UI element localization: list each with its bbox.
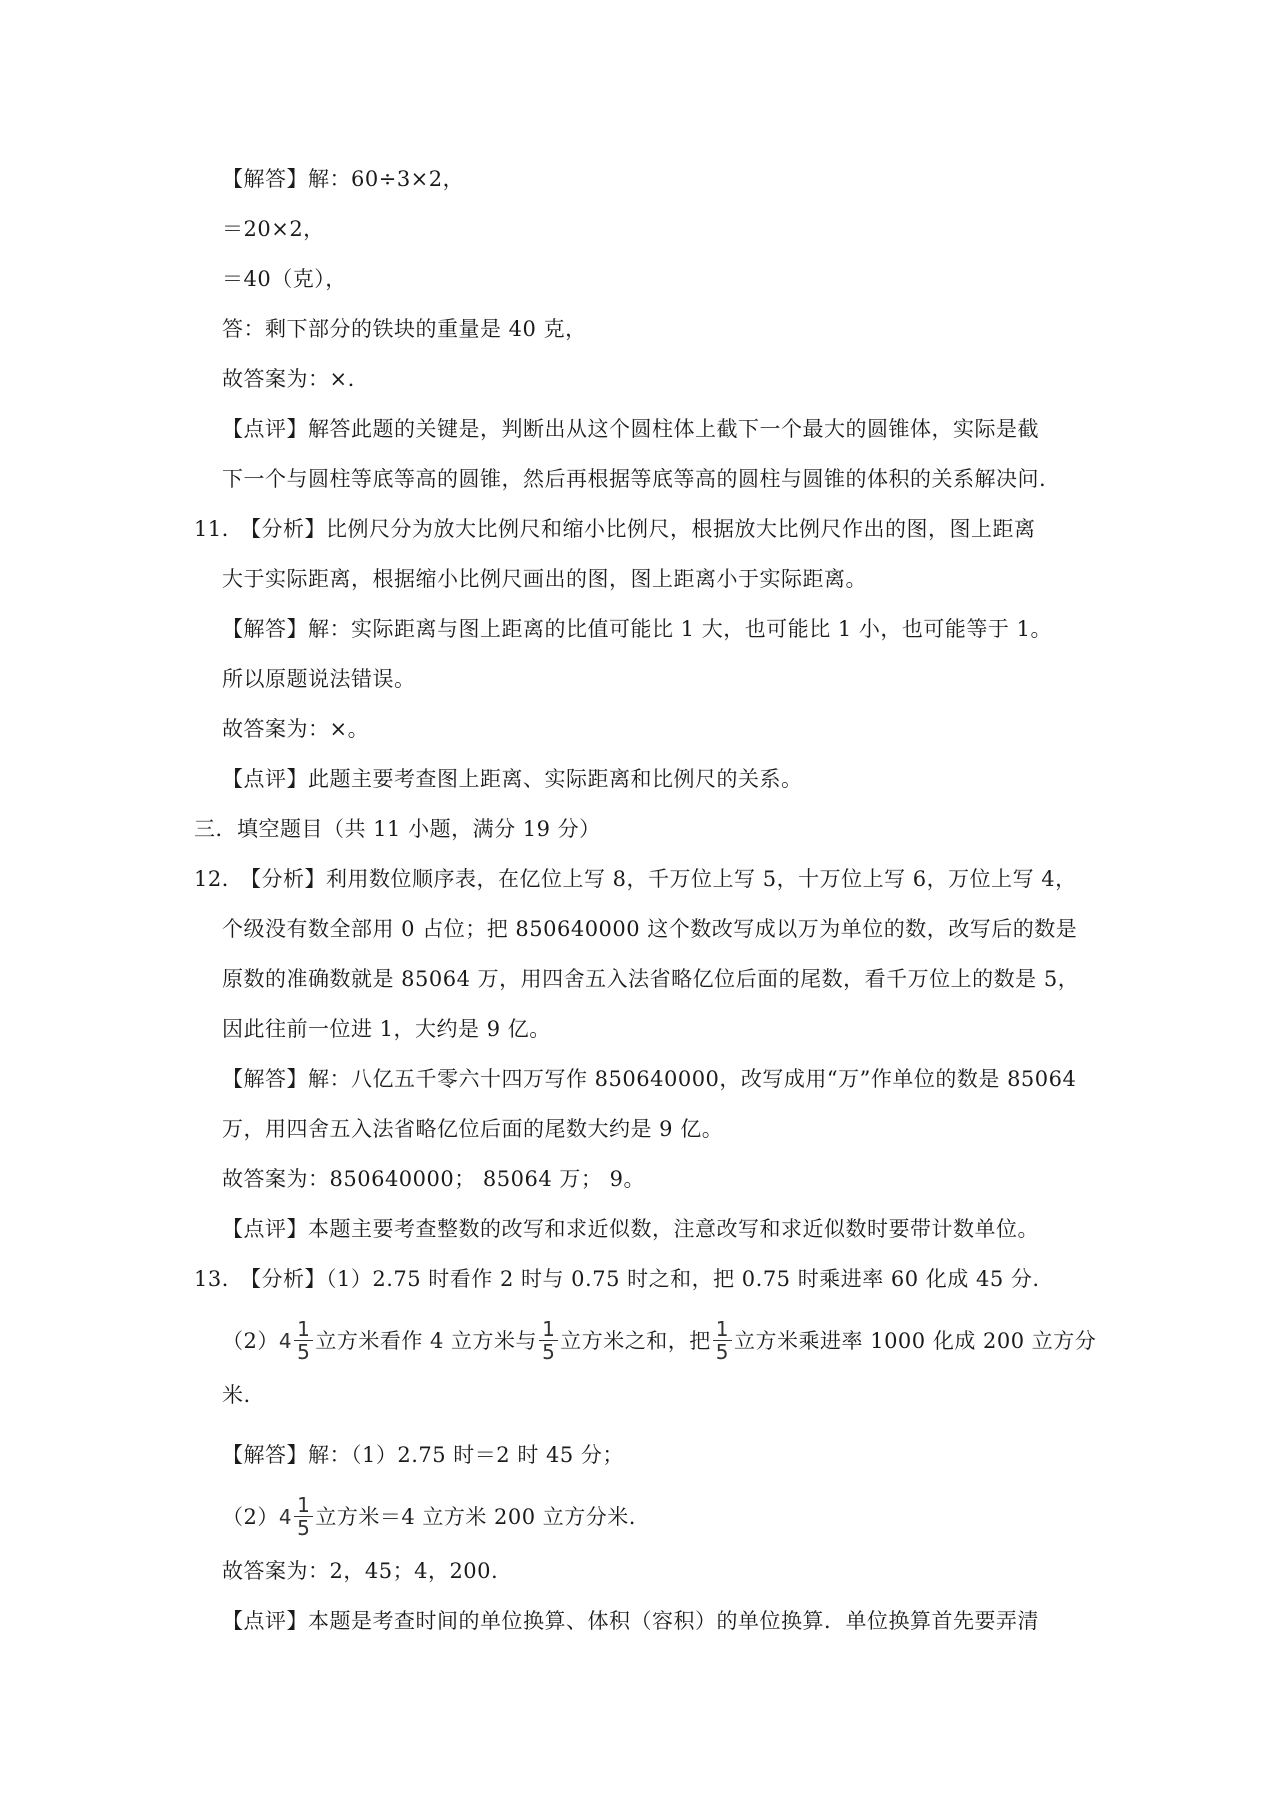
q11-final-answer: 故答案为：×。 [222,717,370,741]
q13-part2-prefix: （2） [222,1329,279,1353]
q13-analysis-line-2 [222,1317,1097,1365]
fraction-numerator: 1 [297,1493,311,1517]
q11-comment: 【点评】此题主要考查图上距离、实际距离和比例尺的关系。 [222,767,803,791]
fraction [713,1318,732,1363]
q13-analysis-line-3: 米. [222,1383,251,1407]
fraction-denominator: 5 [715,1340,730,1364]
q13-answer-line-1: 【解答】解：（1）2.75 时＝2 时 45 分； [222,1443,624,1467]
mixed-number-whole: 4 [278,1329,293,1353]
q12-analysis-line-2: 个级没有数全部用 0 占位；把 850640000 这个数改写成以万为单位的数，改写后的数是 [222,917,1078,941]
q13-number: 13． [194,1267,244,1291]
q12-number: 12． [194,867,244,891]
s10-comment-line-2: 下一个与圆柱等底等高的圆锥，然后再根据等底等高的圆柱与圆锥的体积的关系解决问. [222,467,1047,491]
s10-answer-line-4: 答：剩下部分的铁块的重量是 40 克， [222,317,587,341]
q12-analysis-line-4: 因此往前一位进 1，大约是 9 亿。 [222,1017,551,1041]
s10-comment-line-1: 【点评】解答此题的关键是，判断出从这个圆柱体上截下一个最大的圆锥体，实际是截 [222,417,1039,441]
q13-part2-text-3: 立方米乘进率 1000 化成 200 立方分 [734,1329,1097,1353]
mixed-number-whole: 4 [278,1505,293,1529]
q12-final-answer: 故答案为：850640000； 85064 万； 9。 [222,1167,645,1191]
fraction-denominator: 5 [297,1340,311,1364]
q13-part2-text-1: 立方米看作 4 立方米与 [315,1329,538,1353]
fraction-numerator: 1 [542,1317,556,1341]
q13-answer-prefix: （2） [222,1505,279,1529]
q13-part2-text-2: 立方米之和，把 [560,1329,711,1353]
fraction [539,1318,558,1363]
q13-answer-rest: 立方米＝4 立方米 200 立方分米. [315,1505,636,1529]
q12-comment: 【点评】本题主要考查整数的改写和求近似数，注意改写和求近似数时要带计数单位。 [222,1217,1039,1241]
q13-analysis-line-1: 【分析】（1）2.75 时看作 2 时与 0.75 时之和，把 0.75 时乘进率 60 化成 45 分. [240,1267,1040,1291]
q11-analysis-line-1: 【分析】比例尺分为放大比例尺和缩小比例尺，根据放大比例尺作出的图，图上距离 [240,517,1036,541]
s10-answer-line-1: 【解答】解：60÷3×2， [222,167,465,191]
q11-analysis-line-2: 大于实际距离，根据缩小比例尺画出的图，图上距离小于实际距离。 [222,567,867,591]
q13-comment: 【点评】本题是考查时间的单位换算、体积（容积）的单位换算．单位换算首先要弄清 [222,1609,1039,1633]
s10-answer-line-3: ＝40（克）， [222,267,347,291]
fraction [294,1318,313,1363]
s10-final-answer: 故答案为：×. [222,367,355,391]
q12-analysis-line-1: 【分析】利用数位顺序表，在亿位上写 8，千万位上写 5，十万位上写 6，万位上写 4， [240,867,1077,891]
q11-answer-line-2: 所以原题说法错误。 [222,667,416,691]
q12-answer-line-1: 【解答】解：八亿五千零六十四万写作 850640000，改写成用“万”作单位的数是 85064 [222,1067,1077,1091]
fraction-denominator: 5 [297,1516,311,1540]
fraction [294,1494,313,1539]
s10-answer-line-2: ＝20×2， [222,217,325,241]
fraction-numerator: 1 [715,1317,730,1341]
q13-final-answer: 故答案为：2，45；4，200. [222,1559,499,1583]
section-heading: 三．填空题目（共 11 小题，满分 19 分） [194,817,601,841]
fraction-numerator: 1 [297,1317,311,1341]
q13-answer-line-2 [222,1493,636,1541]
q12-answer-line-2: 万，用四舍五入法省略亿位后面的尾数大约是 9 亿。 [222,1117,724,1141]
q11-answer-line-1: 【解答】解：实际距离与图上距离的比值可能比 1 大，也可能比 1 小，也可能等于 1。 [222,617,1052,641]
fraction-denominator: 5 [542,1340,556,1364]
q12-analysis-line-3: 原数的准确数就是 85064 万，用四舍五入法省略亿位后面的尾数，看千万位上的数是 5， [222,967,1080,991]
q11-number: 11． [194,517,244,541]
